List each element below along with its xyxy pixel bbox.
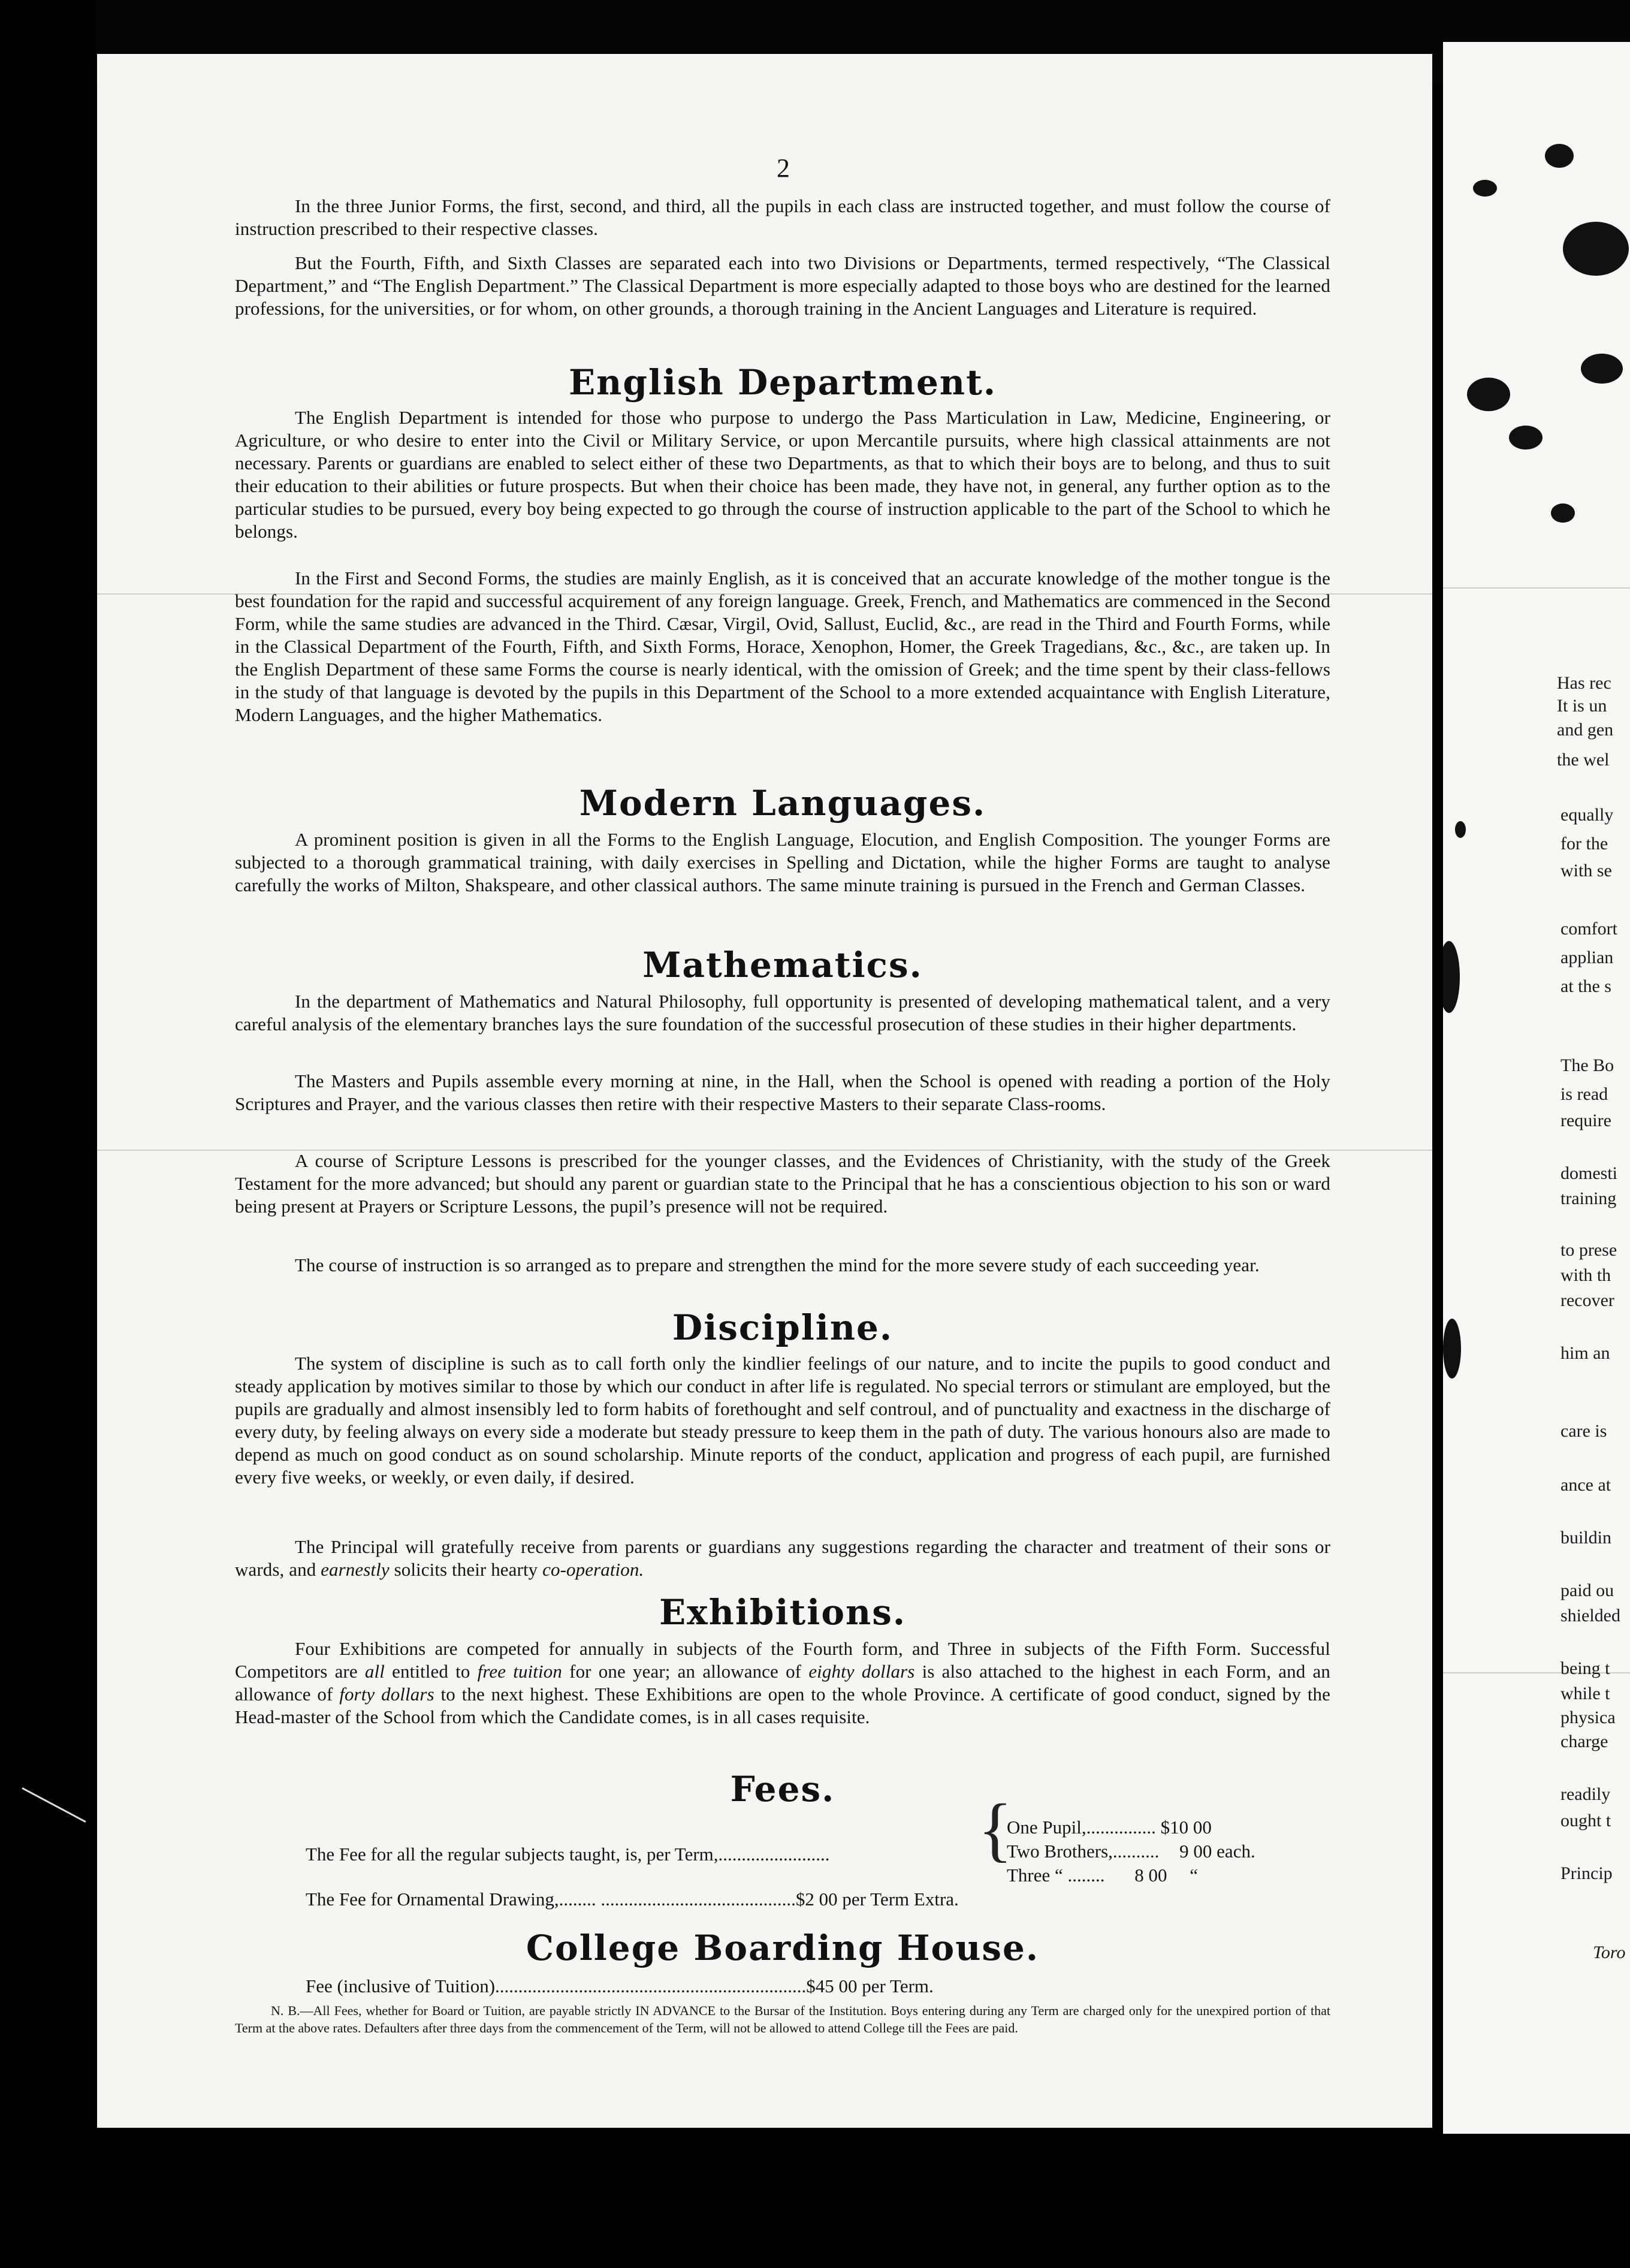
right-column-text: is read <box>1560 1084 1608 1104</box>
ink-blot <box>1473 180 1497 197</box>
right-column-text: for the <box>1560 834 1608 853</box>
right-column-text: ance at <box>1560 1475 1611 1495</box>
right-column-text: training <box>1560 1189 1617 1208</box>
section-heading-mathematics: Mathematics. <box>642 945 923 985</box>
right-column-text: equally <box>1560 805 1614 825</box>
right-column-text: him an <box>1560 1343 1610 1363</box>
right-column-text: domesti <box>1560 1163 1617 1183</box>
scan-border-bottom <box>0 2134 1630 2268</box>
ink-blot <box>1545 144 1574 168</box>
section-heading-college-boarding-house: College Boarding House. <box>526 1928 1040 1968</box>
english-paragraph: The English Department is intended for those who purpose to undergo the Pass Marticulation in Law, Medicine, Engineering, or Agriculture, or who desire to enter into the Civil or Military Service, or upon Mercantile pursuits, where high classical attainments are not necessary. Parents or guardians are enabled to select either of these two Departments, as that to which their boys are to belong, and thus to suit their education to their abilities or future prospects. But when their choice has been made, they have not, in general, any further option as to the particular studies to be pursued, every boy being expected to go through the course of instruction applicable to the part of the School to which he belongs. <box>235 407 1330 542</box>
right-column-text: care is <box>1560 1421 1607 1441</box>
right-column-text: Toro <box>1593 1943 1626 1962</box>
fee-brace: { <box>978 1789 1013 1869</box>
exhibitions-paragraph: Four Exhibitions are competed for annually in subjects of the Fourth form, and Three in subjects of the Fifth Form. Successful Competitors are all entitled to free tuition for one year; an allowance of eighty dollars is also attached to the highest in each Form, and an allowance of forty dollars to the next highest. These Exhibitions are open to the whole Province. A certificate of good conduct, signed by the Head-master of the School from which the Candidate comes, is in all cases requisite. <box>235 1638 1330 1727</box>
discipline-paragraph: The Principal will gratefully receive from parents or guardians any suggestions regarding the character and treatment of their sons or wards, and earnestly solicits their hearty co-operation. <box>235 1536 1330 1580</box>
fee-option-one-pupil: One Pupil,............... $10 00 <box>1007 1817 1212 1838</box>
scan-border-left <box>0 0 96 2268</box>
fee-option-three: Three “ ........ 8 00 “ <box>1007 1865 1199 1886</box>
right-column-text: charge <box>1560 1732 1608 1751</box>
right-column-text: being t <box>1560 1658 1610 1678</box>
boarding-fee: Fee (inclusive of Tuition)...................................................................$45 00 per Term. <box>306 1976 934 1996</box>
mathematics-paragraph: The course of instruction is so arranged as to prepare and strengthen the mind for the more severe study of each succeeding year. <box>295 1254 1260 1275</box>
right-column-text: comfort <box>1560 919 1617 939</box>
fees-note: N. B.—All Fees, whether for Board or Tuition, are payable strictly IN ADVANCE to the Bursar of the Institution. Boys entering during any Term are charged only for the unexpired portion of that Term at the above rates. Defaulters after three days from the commencement of the Term, will not be allowed to attend College till the Fees are paid. <box>235 2003 1331 2035</box>
right-column-text: applian <box>1560 948 1614 967</box>
ink-blot <box>1443 1319 1461 1379</box>
right-column-text: The Bo <box>1560 1055 1614 1075</box>
regular-fee-label: The Fee for all the regular subjects taught, is, per Term,........................ <box>306 1844 830 1865</box>
right-column-text: Princip <box>1560 1863 1613 1883</box>
english-paragraph: In the First and Second Forms, the studies are mainly English, as it is conceived that an accurate knowledge of the mother tongue is the best foundation for the rapid and successful acquirement of any foreign language. Greek, French, and Mathematics are commenced in the Second Form, while the same studies are advanced in the Third. Cæsar, Virgil, Ovid, Sallust, Euclid, &c., are read in the Third and Fourth Forms, while in the Classical Department of the Fourth, Fifth, and Sixth Forms, Horace, Xenophon, Homer, the Greek Tragedians, &c., &c., are taken up. In the English Department of these same Forms the course is nearly identical, with the omission of Greek; and the time spent by their class-fellows in the study of that language is devoted by the pupils in this Department of the School to a more extended acquaintance with English Literature, Modern Languages, and the higher Mathematics. <box>235 568 1330 725</box>
right-column-text: while t <box>1560 1684 1610 1703</box>
mathematics-paragraph: The Masters and Pupils assemble every morning at nine, in the Hall, when the School is opened with reading a portion of the Holy Scriptures and Prayer, and the various classes then retire with their respective Masters to their separate Class-rooms. <box>235 1070 1330 1114</box>
modern-languages-paragraph: A prominent position is given in all the Forms to the English Language, Elocution, and English Composition. The younger Forms are subjected to a thorough grammatical training, with daily exercises in Spelling and Dictation, while the higher Forms are taught to analyse carefully the works of Milton, Shakspeare, and other classical authors. The same minute training is pursued in the French and German Classes. <box>235 829 1330 895</box>
mathematics-paragraph: A course of Scripture Lessons is prescribed for the younger classes, and the Evidences of Christianity, with the study of the Greek Testament for the more advanced; but should any parent or guardian state to the Principal that he has a conscientious objection to his son or ward being present at Prayers or Scripture Lessons, the pupil’s presence will not be required. <box>235 1150 1330 1217</box>
right-column-text: readily <box>1560 1784 1611 1804</box>
right-column-text: to prese <box>1560 1240 1617 1260</box>
page-number: 2 <box>777 153 790 183</box>
right-column-text: Has rec <box>1557 673 1611 693</box>
mathematics-paragraph: In the department of Mathematics and Natural Philosophy, full opportunity is presented of developing mathematical talent, and a very careful analysis of the elementary branches lays the sure foundation of the successful prosecution of these studies in their higher departments. <box>235 991 1330 1035</box>
section-heading-exhibitions: Exhibitions. <box>659 1592 907 1633</box>
right-column-text: buildin <box>1560 1528 1612 1548</box>
section-heading-discipline: Discipline. <box>672 1307 894 1348</box>
ink-blot <box>1443 941 1460 1013</box>
ink-blot <box>1467 378 1510 411</box>
ink-blot <box>1509 426 1543 450</box>
right-column-text: physica <box>1560 1708 1616 1727</box>
right-column-text: recover <box>1560 1290 1614 1310</box>
intro-paragraph: In the three Junior Forms, the first, second, and third, all the pupils in each class are instructed together, and must follow the course of instruction prescribed to their respective classes. <box>235 195 1330 239</box>
right-column-text: with th <box>1560 1265 1611 1285</box>
right-column-text: the wel <box>1557 750 1610 770</box>
right-column-text: with se <box>1560 861 1612 880</box>
section-heading-modern-languages: Modern Languages. <box>579 783 986 824</box>
discipline-paragraph: The system of discipline is such as to call forth only the kindlier feelings of our nature, and to incite the pupils to good conduct and steady application by motives similar to those by which our conduct in after life is regulated. No special terrors or stimulant are employed, but the pupils are gradually and almost insensibly led to form habits of forethought and self controul, and of punctuality and exactness in the discharge of every duty, by feeling always on every side a moderate but steady pressure to keep them in the path of duty. The various honours also are made to depend as much on good conduct as on sound scholarship. Minute reports of the conduct, application and progress of each pupil, are furnished every five weeks, or weekly, or even daily, if desired. <box>235 1353 1330 1488</box>
section-heading-fees: Fees. <box>730 1769 835 1809</box>
ink-blot <box>1563 222 1629 276</box>
right-column-text: It is un <box>1557 696 1607 716</box>
drawing-fee: The Fee for Ornamental Drawing,........ ..........................................$2 00 per Term Extra. <box>306 1889 959 1910</box>
fold-line <box>1443 587 1630 589</box>
fee-option-two-brothers: Two Brothers,.......... 9 00 each. <box>1007 1841 1255 1862</box>
ink-blot <box>1551 503 1575 523</box>
right-column-text: shielded <box>1560 1606 1620 1625</box>
ink-blot <box>1581 354 1623 384</box>
ink-blot <box>1455 821 1466 838</box>
right-column-text: at the s <box>1560 976 1611 996</box>
right-column-text: and gen <box>1557 720 1614 740</box>
intro-paragraph: But the Fourth, Fifth, and Sixth Classes are separated each into two Divisions or Departments, termed respectively, “The Classical Department,” and “The English Department.” The Classical Department is more especially adapted to those boys who are destined for the learned professions, for the universities, or for whom, on other grounds, a thorough training in the Ancient Languages and Literature is required. <box>235 252 1330 319</box>
facing-page-fragment <box>1443 42 1630 2134</box>
right-column-text: paid ou <box>1560 1581 1614 1600</box>
section-heading-english-department: English Department. <box>568 362 997 403</box>
right-column-text: require <box>1560 1111 1611 1130</box>
right-column-text: ought t <box>1560 1811 1611 1830</box>
